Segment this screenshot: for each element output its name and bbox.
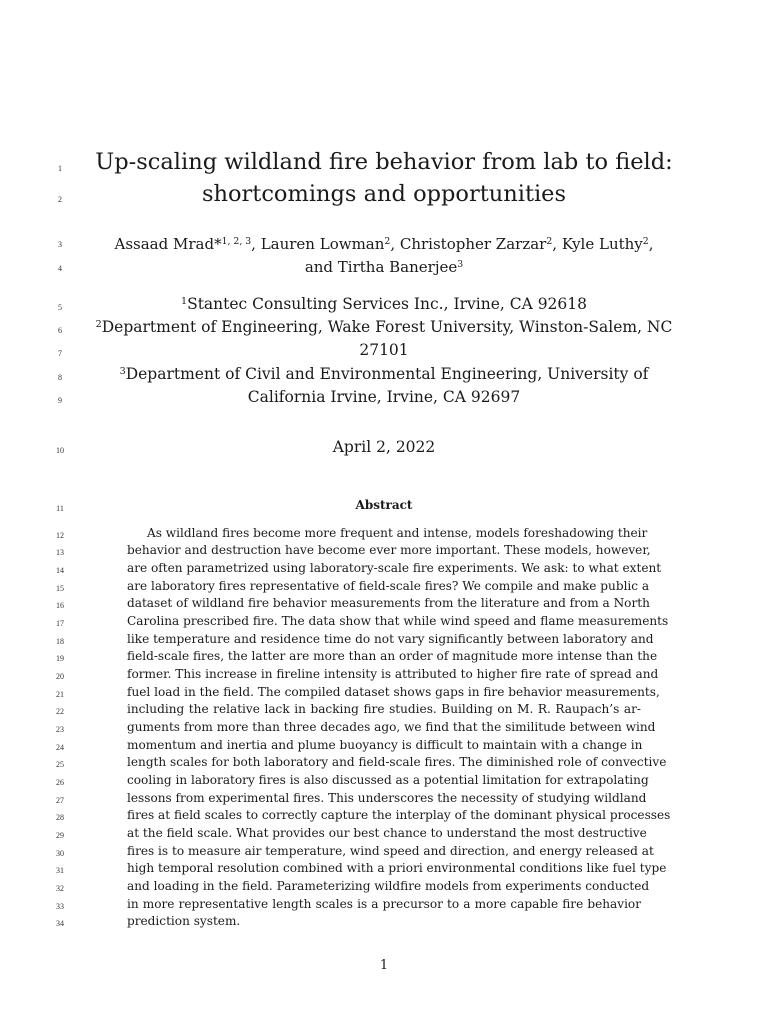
abstract-line: lessons from experimental fires. This underscores the necessity of studying wildland [127, 791, 647, 805]
line-number: 23 [56, 725, 64, 734]
line-number: 29 [56, 831, 64, 840]
author-affiliation-mark: 2 [546, 235, 553, 247]
abstract-line: at the field scale. What provides our best chance to understand the most destructive [127, 826, 647, 840]
line-number: 3 [58, 240, 62, 249]
author-affiliation-mark: 2 [642, 235, 649, 247]
abstract-line: prediction system. [127, 914, 241, 928]
abstract-line: momentum and inertia and plume buoyancy is difficult to maintain with a change in [127, 738, 643, 752]
abstract-line: high temporal resolution combined with a priori environmental conditions like fuel type [127, 861, 667, 875]
line-number: 34 [56, 919, 64, 928]
affiliation-3 [85, 365, 683, 383]
abstract-line: former. This increase in fireline intensity is attributed to higher fire rate of spread and [127, 667, 659, 681]
paper-title-line-1: Up-scaling wildland fire behavior from lab to field: [95, 149, 673, 175]
page-number: 1 [379, 958, 389, 973]
line-number: 15 [56, 584, 64, 593]
line-number: 2 [58, 195, 62, 204]
affiliation-3-cont: California Irvine, Irvine, CA 92697 [247, 388, 521, 406]
abstract-line: are often parametrized using laboratory-scale fire experiments. We ask: to what extent [127, 561, 662, 575]
abstract-heading: Abstract [355, 498, 413, 512]
affiliation-mark: 3 [119, 365, 126, 377]
affiliation-text: Stantec Consulting Services Inc., Irvine, CA 92618 [187, 295, 588, 313]
line-number: 18 [56, 637, 64, 646]
line-number: 5 [58, 303, 62, 312]
abstract-line: guments from more than three decades ago, we find that the similitude between wind [127, 720, 656, 734]
paper-date: April 2, 2022 [332, 438, 436, 456]
affiliation-text: Department of Engineering, Wake Forest University, Winston-Salem, NC [101, 318, 673, 336]
abstract-line: field-scale fires, the latter are more than an order of magnitude more intense than the [127, 649, 658, 663]
abstract-line: are laboratory fires representative of field-scale fires? We compile and make public a [127, 579, 650, 593]
abstract-line: fuel load in the field. The compiled dataset shows gaps in fire behavior measurements, [127, 685, 660, 699]
abstract-line: As wildland fires become more frequent and intense, models foreshadowing their [147, 526, 648, 540]
abstract-line: cooling in laboratory fires is also discussed as a potential limitation for extrapolating [127, 773, 649, 787]
abstract-line: fires is to measure air temperature, wind speed and direction, and energy released at [127, 844, 654, 858]
author-affiliation-mark: 3 [457, 258, 464, 270]
line-number: 25 [56, 760, 64, 769]
author-separator: , [648, 235, 654, 253]
line-number: 27 [56, 796, 64, 805]
line-number: 14 [56, 566, 64, 575]
abstract-line: dataset of wildland fire behavior measurements from the literature and from a North [127, 596, 650, 610]
line-number: 19 [56, 654, 64, 663]
affiliation-mark: 1 [180, 295, 188, 307]
line-number: 28 [56, 813, 64, 822]
line-number: 13 [56, 548, 64, 557]
affiliation-1 [85, 295, 683, 313]
line-number: 21 [56, 690, 64, 699]
line-number: 22 [56, 707, 64, 716]
line-number: 33 [56, 902, 64, 911]
abstract-line: fires at field scales to correctly capture the interplay of the dominant physical processes [127, 808, 671, 822]
line-number: 6 [58, 326, 62, 335]
abstract-line: Carolina prescribed fire. The data show that while wind speed and flame measurements [127, 614, 669, 628]
line-number: 7 [58, 349, 62, 358]
author-name: , Lauren Lowman [251, 235, 385, 253]
affiliation-2-cont: 27101 [359, 341, 409, 359]
paper-title-line-2: shortcomings and opportunities [201, 181, 567, 207]
line-number: 16 [56, 601, 64, 610]
abstract-line: and loading in the field. Parameterizing wildfire models from experiments conducted [127, 879, 650, 893]
line-number: 12 [56, 531, 64, 540]
author-line-1 [85, 235, 683, 253]
affiliation-text: Department of Civil and Environmental Engineering, University of [125, 365, 649, 383]
line-number: 30 [56, 849, 64, 858]
line-number: 11 [56, 504, 64, 513]
author-line-2 [85, 258, 683, 276]
author-name: , Kyle Luthy [552, 235, 643, 253]
abstract-line: like temperature and residence time do not vary significantly between laboratory and [127, 632, 654, 646]
author-name: Assaad Mrad* [114, 235, 222, 253]
line-number: 1 [58, 164, 62, 173]
line-number: 10 [56, 446, 64, 455]
line-number: 20 [56, 672, 64, 681]
line-number: 8 [58, 373, 62, 382]
abstract-line: including the relative lack in backing fire studies. Building on M. R. Raupach’s ar- [127, 702, 641, 716]
abstract-line: behavior and destruction have become ever more important. These models, however, [127, 543, 651, 557]
author-name: , Christopher Zarzar [390, 235, 547, 253]
line-number: 4 [58, 264, 62, 273]
author-affiliation-mark: 2 [384, 235, 391, 247]
line-number: 17 [56, 619, 64, 628]
line-number: 32 [56, 884, 64, 893]
line-number: 24 [56, 743, 64, 752]
line-number: 26 [56, 778, 64, 787]
line-number: 9 [58, 396, 62, 405]
line-number: 31 [56, 866, 64, 875]
affiliation-2 [85, 318, 683, 336]
author-affiliation-mark: 1, 2, 3 [221, 235, 252, 247]
affiliation-mark: 2 [95, 318, 102, 330]
author-name: and Tirtha Banerjee [304, 258, 458, 276]
abstract-line: length scales for both laboratory and field-scale fires. The diminished role of convective [127, 755, 667, 769]
abstract-line: in more representative length scales is a precursor to a more capable fire behavior [127, 897, 641, 911]
